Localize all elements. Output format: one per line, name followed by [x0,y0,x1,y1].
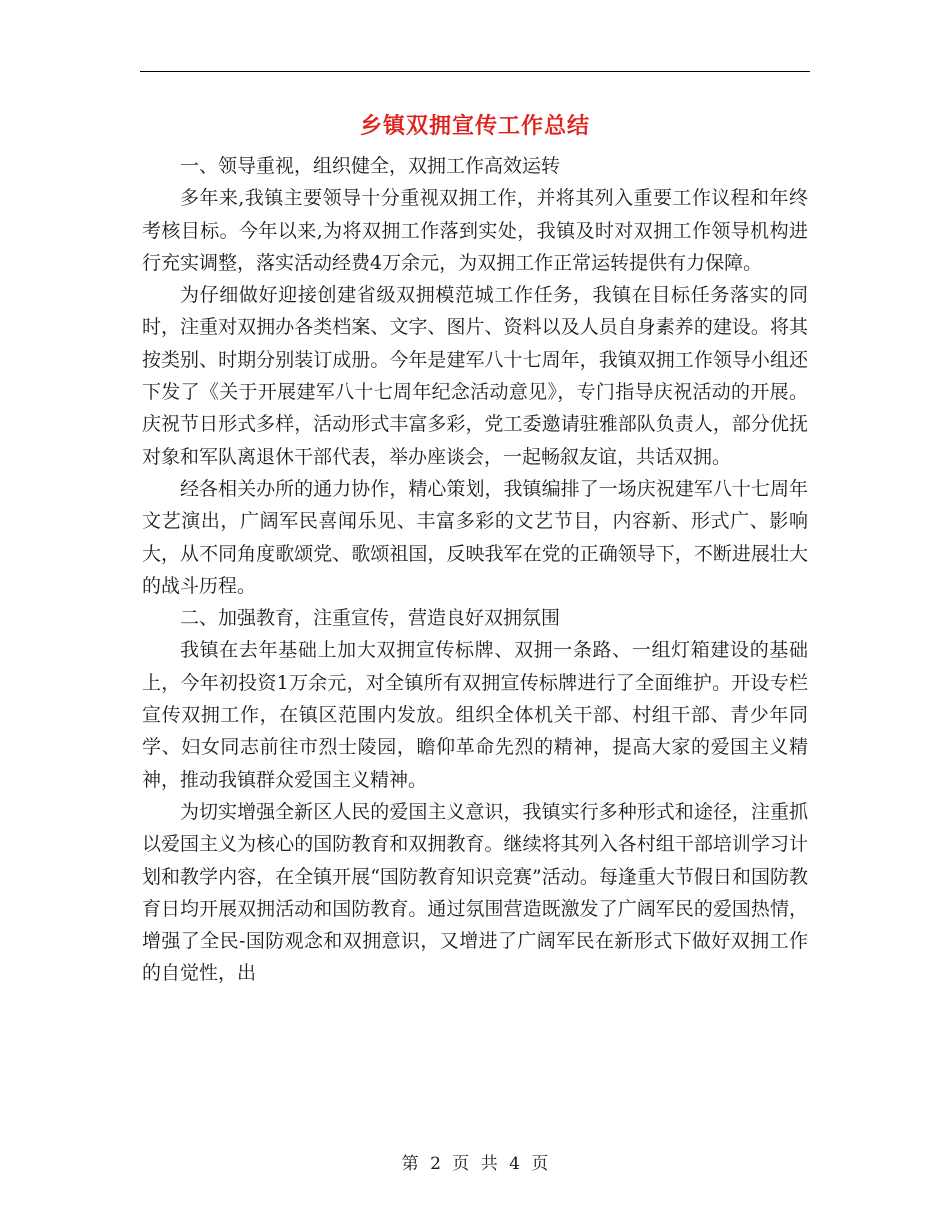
body-paragraph: 为仔细做好迎接创建省级双拥模范城工作任务，我镇在目标任务落实的同时，注重对双拥办各类档案、文字、图片、资料以及人员自身素养的建设。将其按类别、时期分别装订成册。今年是建军八十七周年，我镇双拥工作领导小组还下发了《关于开展建军八十七周年纪念活动意见》，专门指导庆祝活动的开展。庆祝节日形式多样，活动形式丰富多彩，党工委邀请驻雅部队负责人，部分优抚对象和军队离退休干部代表，举办座谈会，一起畅叙友谊，共话双拥。 [142,284,808,468]
body-paragraph: 为切实增强全新区人民的爱国主义意识，我镇实行多种形式和途径，注重抓以爱国主义为核心的国防教育和双拥教育。继续将其列入各村组干部培训学习计划和教学内容，在全镇开展“国防教育知识竞赛”活动。每逢重大节假日和国防教育日均开展双拥活动和国防教育。通过氛围营造既激发了广阔军民的爱国热情，增强了全民-国防观念和双拥意识，又增进了广阔军民在新形式下做好双拥工作的自觉性，出 [142,800,808,985]
body-paragraph: 我镇在去年基础上加大双拥宣传标牌、双拥一条路、一组灯箱建设的基础上，今年初投资1万余元，对全镇所有双拥宣传标牌进行了全面维护。开设专栏宣传双拥工作，在镇区范围内发放。组织全体机关干部、村组干部、青少年同学、妇女同志前往市烈士陵园，瞻仰革命先烈的精神，提高大家的爱国主义精神，推动我镇群众爱国主义精神。 [142,639,808,791]
header-rule [140,71,810,72]
document-body [142,150,808,990]
section-heading-1: 一、领导重视，组织健全，双拥工作高效运转 [180,155,561,177]
body-paragraph: 经各相关办所的通力协作，精心策划，我镇编排了一场庆祝建军八十七周年文艺演出，广阔军民喜闻乐见、丰富多彩的文艺节目，内容新、形式广、影响大，从不同角度歌颂党、歌颂祖国，反映我军在党的正确领导下，不断进展壮大的战斗历程。 [142,477,808,597]
body-paragraph: 多年来,我镇主要领导十分重视双拥工作，并将其列入重要工作议程和年终考核目标。今年以来,为将双拥工作落到实处，我镇及时对双拥工作领导机构进行充实调整，落实活动经费4万余元，为双拥工作正常运转提供有力保障。 [142,187,808,274]
document-title: 乡镇双拥宣传工作总结 [359,113,590,139]
section-heading-2: 二、加强教育，注重宣传，营造良好双拥氛围 [180,607,561,630]
page-number: 第 2 页 共 4 页 [401,1154,549,1174]
